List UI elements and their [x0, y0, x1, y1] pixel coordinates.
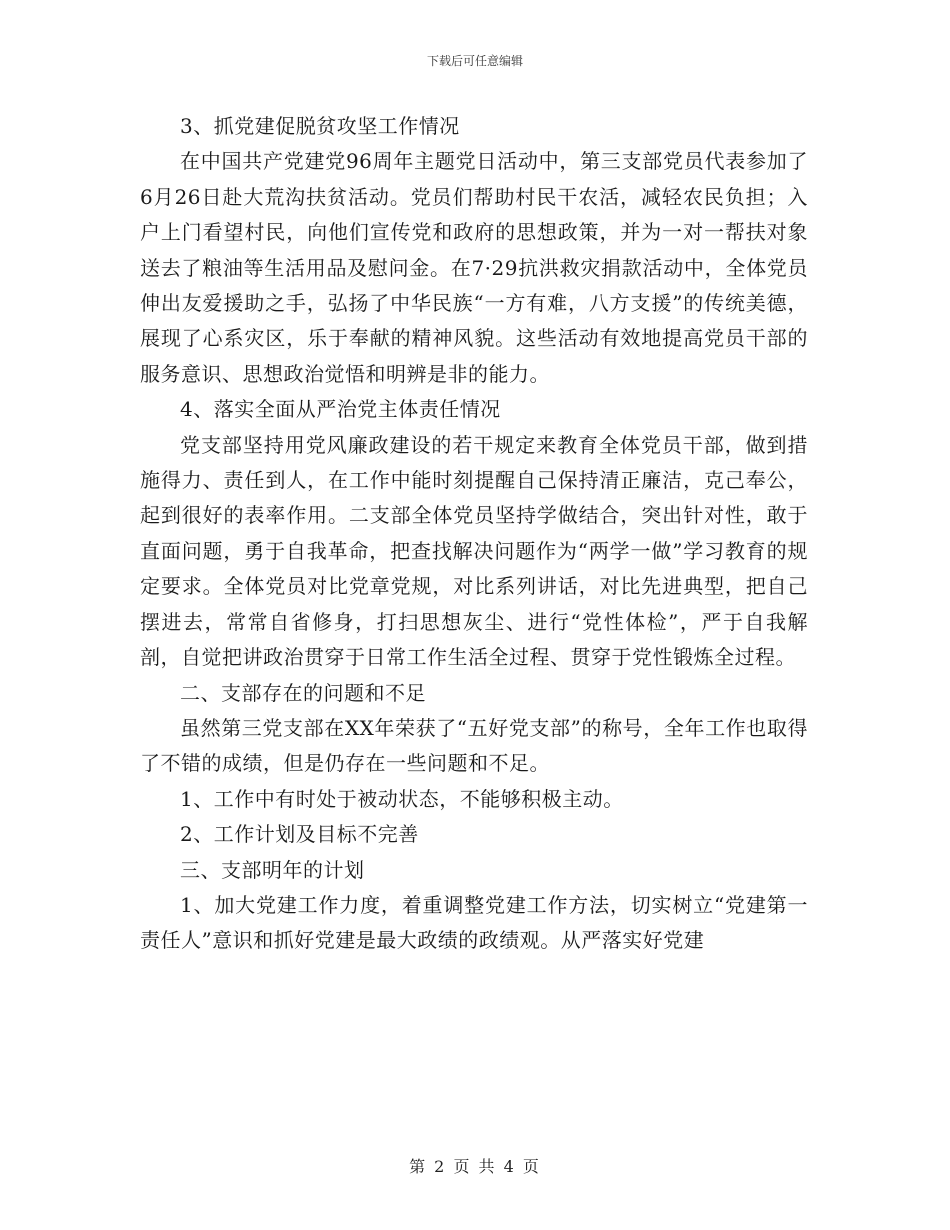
section-heading-4: 4、落实全面从严治党主体责任情况 — [180, 397, 501, 422]
list-item-problem-2: 2、工作计划及目标不完善 — [180, 822, 419, 847]
section-heading-3: 3、抓党建促脱贫攻坚工作情况 — [180, 114, 460, 138]
paragraph-party-discipline: 党支部坚持用党风廉政建设的若干规定来教育全体党员干部，做到措施得力、责任到人，在工作中能时刻提醒自己保持清正廉洁，克己奉公，起到很好的表率作用。二支部全体党员坚持学做结合，突出针对性，敢于直面问题，勇于自我革命，把查找解决问题作为“两学一做”学习教育的规定要求。全体党员对比党章党规，对比系列讲话，对比先进典型，把自己摆进去，常常自省修身，打扫思想灰尘、进行“党性体检”，严于自我解剖，自觉把讲政治贯穿于日常工作生活全过程、贯穿于党性锻炼全过程。 — [140, 432, 808, 670]
page-number: 第 2 页 共 4 页 — [409, 1157, 541, 1176]
paragraph-plan-1: 1、加大党建工作力度，着重调整党建工作方法，切实树立“党建第一责任人”意识和抓好党建是最大政绩的政绩观。从严落实好党建 — [140, 892, 808, 953]
paragraph-poverty-alleviation: 在中国共产党建党96周年主题党日活动中，第三支部党员代表参加了6月26日赴大荒沟扶贫活动。党员们帮助村民干农活，减轻农民负担；入户上门看望村民，向他们宣传党和政府的思想政策，并为一对一帮扶对象送去了粮油等生活用品及慰问金。在7·29抗洪救灾捐款活动中，全体党员伸出友爱援助之手，弘扬了中华民族“一方有难，八方支援”的传统美德，展现了心系灾区，乐于奉献的精神风貌。这些活动有效地提高党员干部的服务意识、思想政治觉悟和明辨是非的能力。 — [140, 149, 808, 386]
list-item-problem-1: 1、工作中有时处于被动状态，不能够积极主动。 — [180, 786, 624, 811]
page-header: 下载后可任意编辑 — [426, 54, 523, 68]
section-heading-plan: 三、支部明年的计划 — [180, 857, 365, 882]
section-heading-problems: 二、支部存在的问题和不足 — [180, 680, 426, 705]
paragraph-problems-intro: 虽然第三党支部在XX年荣获了“五好党支部”的称号，全年工作也取得了不错的成绩，但是仍存在一些问题和不足。 — [140, 715, 808, 776]
document-body — [140, 109, 808, 959]
